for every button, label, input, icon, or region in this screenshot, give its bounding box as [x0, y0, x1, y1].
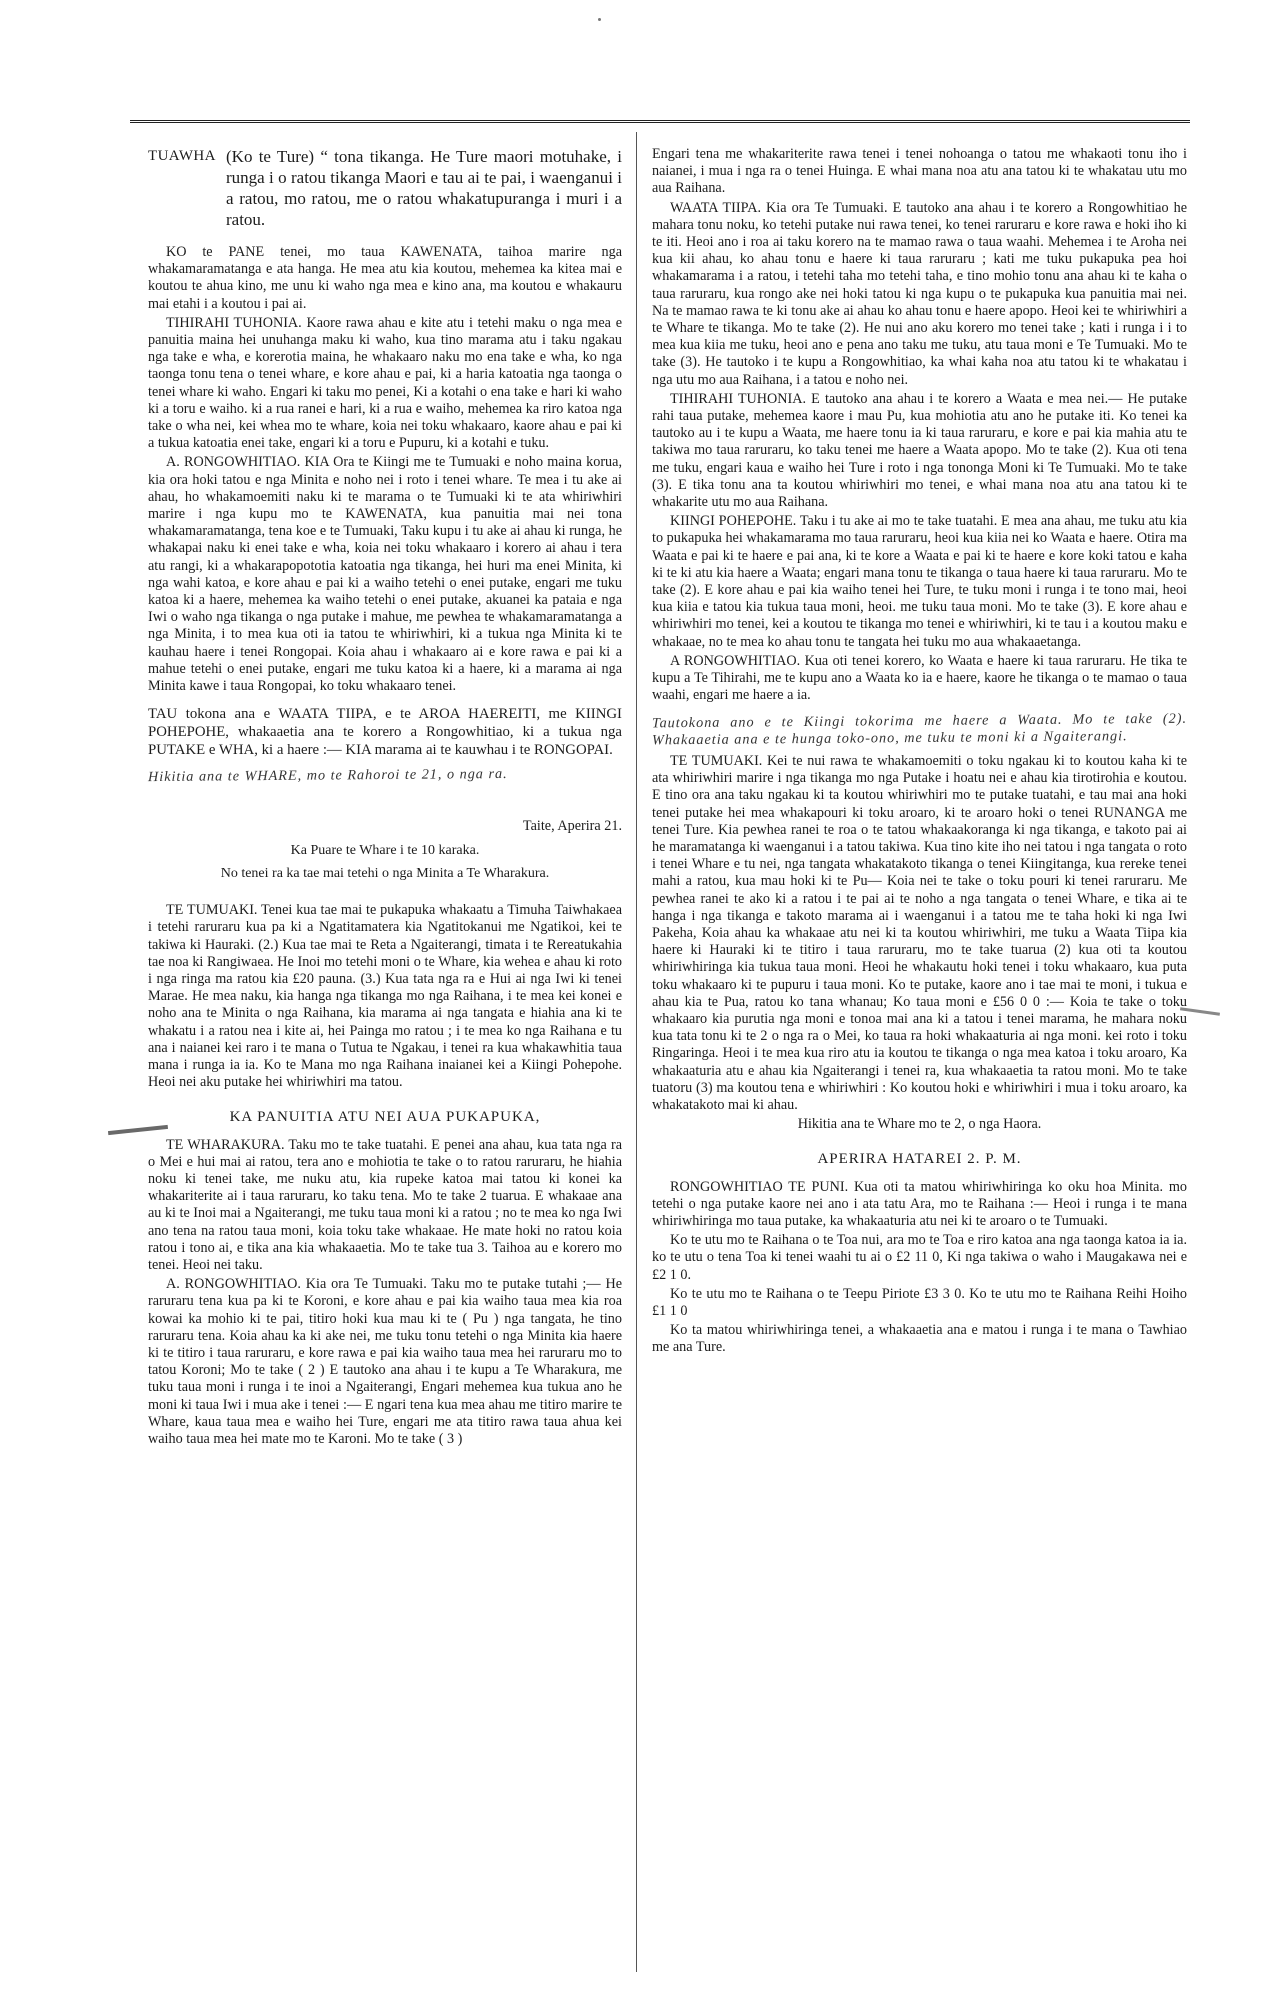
adjournment-line: Hikitia ana te WHARE, mo te Rahoroi te 21, o nga ra.: [148, 766, 508, 786]
paragraph: TIHIRAHI TUHONIA. Kaore rawa ahau e kite atu i tetehi maku o nga mea e panuitia maina hei unuhanga maku ki waho, kua tino marama atu i taku ngakau nga take e wha, e korerotia maina, he whakaaro naku mo ena take e wha, ko nga taonga tonu tena o tenei whare, e kore ahau e pai, ki a haria katoatia nga taonga o tenei whare ki waho. Engari ki taku mo penei, Ki a kotahi o ena take e hari ki waho ki a toru e waiho. ki a rua ranei e hari, ki a rua e waiho, mehemea ka riro katoa nga take o wha nei, kei whea mo te whare, koia nei toku whakaaro, kaore ahau e pai ki a tukua katoatia enei take, engari ki a toru e Pupuru, ki a kotahi e tuku.: [148, 314, 622, 452]
adjournment-line: Hikitia ana te Whare mo te 2, o nga Haora.: [797, 1116, 1042, 1133]
paragraph: Ko te utu mo te Raihana o te Toa nui, ara mo te Toa e riro katoa ana nga taonga katoa ia ia. ko te utu o tena Toa ki tenei waahi tu ai o £2 11 0, Ki nga takiwa o waho i Maugakawa nei e £2 1 0.: [652, 1232, 1187, 1283]
paragraph: A RONGOWHITIAO. Kua oti tenei korero, ko Waata e haere ki taua raruraru. He tika te kupu a Te Tihirahi, me te kupu ano a Waata ko ia e haere, kaore he tikanga o te mamao o taua waahi, engari me haere a ia.: [652, 652, 1187, 704]
left-column: [148, 146, 622, 1450]
column-divider: [636, 132, 637, 1972]
paragraph: KO te PANE tenei, mo taua KAWENATA, taihoa marire nga whakamaramatanga e ata hanga. He mea atu kia koutou, mehemea ka kitea mai e koutou te ahua kino, me unu ki waho nga mea e kino ana, ma koutou e whakauru mai etahi i a koutou i pai ai.: [148, 244, 622, 312]
article-intro: [148, 146, 622, 230]
date-line: Taite, Aperira 21.: [522, 818, 622, 835]
minutes-line: No tenei ra ka tae mai tetehi o nga Minita a Te Wharakura.: [220, 865, 550, 881]
paragraph: A. RONGOWHITIAO. Kia ora Te Tumuaki. Taku mo te putake tutahi ;— He raruraru tena kua pa ki te Koroni, e kore ahau e pai kia waiho taua mea kia roa kowai ka mohio ki te pai, titiro hoki kua mau ki te ( Pu ) nga tangata, he tino raruraru tena. Koia ahau ka ki ake nei, me tuku tonu tetehi o nga Minita kia haere ki te titiro i taua raruraru, e kore rawa e pai kia waiho taua mea hei raruraru mo to tatou Koroni; Mo te take ( 2 ) E tautoko ana ahau i te kupu a Te Wharakura, me tuku taua moni i runga i te inoi a Ngaiterangi, Engari mehemea kua tukua ano he moni ki taua Iwi i mua ake i tenei :— E ngari tena kua mea ahau me titiro marire te Whare, kaua taua mea e waiho hei Ture, engari me ata titiro rawa taua ahua kei waiho taua mea hei mate mo te Karoni. Mo te take ( 3 ): [148, 1276, 622, 1447]
paragraph: TE TUMUAKI. Kei te nui rawa te whakamoemiti o toku ngakau ki to koutou kaha ki te ata whiriwhiri marire i nga tikanga mo nga Putake i hoatu nei e ahau kia tirotirohia e koutou. E tino ora ana taku ngakau ki ta koutou whiriwhiri mo te putake tuatahi, e tau mai ana hoki tenei putake hei mea whakapouri ki toku aroaro, ki te aroaro hoki o tenei RUNANGA me tenei Ture. Kia pewhea ranei te roa o te tatou whakaakoranga ki nga tikanga, e takoto pai ai he maramatanga ki waenganui i a tatou takiwa. Kua tino kite iho nei tatou i nga tangata o roto i tenei Whare e tu nei, nga tangata whakatakoto tikanga o tenei Kiingitanga, kua rereke tenei mahi a ratou, kua mau hoki ki te Pu— Koia nei te take o toku pouri ki tenei raruraru. Me pewhea ranei te ako ki a ratou i te pai ai te noho a nga tangata o tenei Whare, e tika ai te hanga i nga tikanga e takoto marama ai i waenganui i a tatou me te taha hoki ki nga Iwi Pakeha, Koia ahau ka whakaae atu nei ki ta koutou whiriwhiri, me tuku a Waata Tiipa kia haere ki Hauraki ki te titiro i taua raruraru, mo te take tuarua (2) kua oti ta koutou whiriwhiringa kia tukua taua moni. Heoi he whakautu hoki tenei i toku whakaaro, kua puta toku whakaaro ki te pupuru i taua moni. Ko te putake, kaore ano i tae mai te moni, i tukua e ahau kia te Pua, ratou ko tana whanau; Ko taua moni e £56 0 0 :— Koia te take o toku whakaaro kia purutia nga moni e tonoa mai ana ki a tatou i tenei marama, he mahara noku kua tata tonu ki te 2 o nga ra o Mei, ko taua ra hoki whakaaturia ai nga moni. kei roto i toku Ringaringa. Heoi i te mea kua riro atu ia koutou te tikanga o nga mea katoa i toku aroaro, Ka whakaaturia atu e ahau kia Ngaiterangi i tenei ra, kua whakaaetia ta ratou moni. Mo te take tuatoru (3) ma koutou tena e whiriwhiri : Ko koutou hoki e whiriwhiri i mua i toku aroaro, ka whakatakoto mai ki ahau.: [652, 752, 1187, 1113]
paragraph: Ko ta matou whiriwhiringa tenei, a whakaaetia ana e matou i runga i te mana o Tawhiao me ana Ture.: [652, 1322, 1187, 1356]
intro-text: (Ko te Ture) “ tona tikanga. He Ture maori motuhake, i runga i o ratou tikanga Maori e tau ai te pai, i waenganui i a ratou, mo ratou, me o ratou whakatupuranga i muri i a ratou.: [226, 147, 622, 229]
right-column: [652, 146, 1187, 1359]
paragraph: A. RONGOWHITIAO. KIA Ora te Kiingi me te Tumuaki e noho maina korua, kia ora hoki tatou e nga Minita e noho nei i roto i tenei whare. Te mea i tu ake ai ahau, ho whakamoemiti naku ki te marama o te Tumuaki ki te ata whiriwhiri marire i nga kupu mo te KAWENATA, kua panuitia mai nei tona whakamaramatanga, tena koe e te Tumuaki, Taku kupu i tu ake ai ahau ki runga, he whakapai naku ki enei take e wha, koia nei toku whakaaro i korero ai ahau i tera atu rangi, ki a whakarapopototia katoatia nga tikanga, hei huri ma enei Minita, ki nga wahi katoa, e kore ahau e pai ki a waiho tetehi o enei putake, engari me tuku katoa ki a haere, mehemea ka waiho tetehi o enei putake, akuanei ka pataia e nga Iwi o waho nga tikanga o nga putake i mahue, me pewhea te whakamaramatanga a nga Minita, i to mea kua oti ia tatou te whiriwhiri, ki a tukua nga Minita ki te kauhau haere i tenei Rongopai. Koia ahau i whakaaro ai e kore rawa e pai ki a mahue tetehi o enei putake, engari me tuku katoa ki a haere, ki a marama ai nga Minita kawe i taua Rongopai, ko toku whakaaro tenei.: [148, 454, 622, 695]
resolution-notice: TAU tokona ana e WAATA TIIPA, e te AROA HAEREITI, me KIINGI POHEPOHE, whakaaetia ana te korero a Rongowhitiao, ki a tukua nga PUTAKE e WHA, ki a haere :— KIA marama ai te kauwhau i te RONGOPAI.: [148, 706, 622, 759]
paragraph: TIHIRAHI TUHONIA. E tautoko ana ahau i te korero a Waata e mea nei.— He putake rahi taua putake, mehemea kaore i mau Pu, kua mohiotia atu ano he putake iti. Ko tenei ka tautoko au i te kupu a Waata, me haere tonu ia ki taua raruraru, e kore e pai kia mahia atu te takiwa mo taua raruraru, ko taku tenei me haere a Waata apopo. Mo te take (2). Kua oti tena me tuku, engari kaua e waiho hei Ture i roto i nga tononga Moni ki Te Tumuaki. Mo te take (3). E tika tonu ana ta koutou whiriwhiri mo tenei, e whai mana noa atu ana tatou ki te whakarite utu mo aua Raihana.: [652, 390, 1187, 511]
header-rule: [130, 120, 1190, 123]
paragraph: RONGOWHITIAO TE PUNI. Kua oti ta matou whiriwhiringa ko oku hoa Minita. mo tetehi o nga putake kaore nei ano i ata tatu Ara, mo te Raihana :— Heoi i runga i te mana whiriwhiringa mo taua putake, ka whakaaturia atu nei ki te aroaro o te Tumuaki.: [652, 1178, 1187, 1229]
spacer: [148, 888, 622, 902]
paragraph: TE TUMUAKI. Tenei kua tae mai te pukapuka whakaatu a Timuha Taiwhakaea i tetehi raruraru kua pa ki a Ngatitamatera kia Ngatitokanui me Ngatikoi, kei te takiwa ki Hauraki. (2.) Kua tae mai te Reta a Ngaiterangi, timata i te Rereatukahia tae noa ki Rangiwaea. He Inoi mo tetehi moni o te Whare, kia wehea e ahau ki roto i nga ringa ma ratou kia £20 pauna. (3.) Kua tata nga ra e Hui ai nga Iwi ki tenei Marae. He mea naku, kia hanga nga tikanga mo nga Raihana, i te mea kei konei e noho ana te Minita o nga Raihana, kia marama ai nga tangata e hiahia ana ki te whakatu i a ratou nea i kite ai, hei Painga mo ratou ; i te mea ko nga Raihana e tu ana i naianei kei raro i te mana o Tutua te Ngakau, i tenei ra kua whakawhitia taua mana i runga ia ia. Ko te Mana mo nga Raihana inaianei kei a Kiingi Pohepohe. Heoi nei aku putake hei whiriwhiri ma tatou.: [148, 902, 622, 1091]
session-heading: APERIRA HATAREI 2. P. M.: [817, 1151, 1022, 1168]
paragraph: WAATA TIIPA. Kia ora Te Tumuaki. E tautoko ana ahau i te korero a Rongowhitiao he mahara tonu noku, ko tetehi putake nui rawa tenei, ko tenei raruraru e kore rawa e hoki iho ki te iti. Heoi ano i roa ai taku korero na te mamao rawa o taua waahi. Mehemea i te Aroha nei kua kii ahau, ko ahau tonu e haere ki taua raruraru ; kati me tuku pukapuka pea hoi whakamarama i a ratou, i tetehi taha mo tetehi taha, e tino mohio tonu ana ahau ki te kaha o taua raruraru, kua rongo ake nei hoki tatou ki nga kupu o te pukapuka kua panuitia mai nei. Na te mamao rawa te ki tonu ake ai ahau ko ahau tonu e haere apopo. Heoi kei te whiriwhiri a te Whare te tikanga. Mo te take (2). He nui ano aku korero mo tenei take ; kati i runga i i to mea kua kiia me tuku, heoi ano e pena ano taku me tuku, atu taua moni e Te Tumuaki. Mo te take (3). He tautoko i te kupu a Rongowhitiao, ka whai kaha noa atu tatou ki te whakatau i nga utu mo aua Raihana, i a tatou e noho nei.: [652, 199, 1187, 388]
paragraph: KIINGI POHEPOHE. Taku i tu ake ai mo te take tuatahi. E mea ana ahau, me tuku atu kia to pukapuka hei whakamarama mo taua raruraru, heoi kua kiia nei ko Waata e haere. Otira ma Waata e pai ki te haere e pai ana, ki te kore a Waata e pai ki te haere e kore koki tatou e kaha ki te ki atu kia haere a Waata; engari mana tonu te tikanga o taua haere ki taua raruraru. Mo te take (2). E kore ahau e pai kia waiho tenei hei Ture, te tuku moni i runga i te tono mai, heoi kua kiia e tatou kia tukua taua moni, heoi. me tuku taua moni. Mo te take (3). E kore ahau e whiriwhiri mo tenei, kei a koutou te tikanga mo tenei e whiriwhiri, ki te tau i a koutou maku e whakaae, no te mea ko ahau tonu te tangata hei tuku mo aua whakaaetanga.: [652, 513, 1187, 650]
paragraph: Engari tena me whakariterite rawa tenei i tenei nohoanga o tatou me whakaoti tonu iho i naianei, i mua i nga ra o tenei Huinga. E whai mana noa atu ana tatou ki te whakatau utu mo aua Raihana.: [652, 146, 1187, 197]
paragraph: Ko te utu mo te Raihana o te Teepu Piriote £3 3 0. Ko te utu mo te Raihana Reihi Hoiho £1 1 0: [652, 1285, 1187, 1319]
spacer: [148, 790, 622, 818]
session-open-line: Ka Puare te Whare i te 10 karaka.: [290, 842, 480, 858]
paragraph: Tautokona ano e te Kiingi tokorima me haere a Waata. Mo te take (2). Whakaaetia ana e te hunga toko-ono, me tuku te moni ki a Ngaiterangi.: [652, 710, 1187, 749]
print-speck: [598, 18, 601, 21]
section-heading: KA PANUITIA ATU NEI AUA PUKAPUKA,: [229, 1109, 541, 1126]
paragraph: TE WHARAKURA. Taku mo te take tuatahi. E penei ana ahau, kua tata nga ra o Mei e hui mai ai ratou, tera ano e mohiotia te take o to ratou raruraru, he hiahia noku ki tenei take, me nuku atu, kia rupeke katoa mai tatou ki konei ka whakariterite ai i taua raruraru, ko taku tena. Mo te take 2 tuarua. E whakaae ana au ki te Inoi mai a Ngaiterangi, me tuku taua moni ki a ratou ; no te mea ko nga Iwi ano tena na ratou taua moni, koia toku take whakaae. He mate hoki no ratou koia ratou i tono ai, e tika ana kia whakaaetia. Mo te take tua 3. Taihoa au e korero mo tenei. Heoi nei taku.: [148, 1136, 622, 1273]
intro-lead: TUAWHA: [148, 148, 216, 164]
